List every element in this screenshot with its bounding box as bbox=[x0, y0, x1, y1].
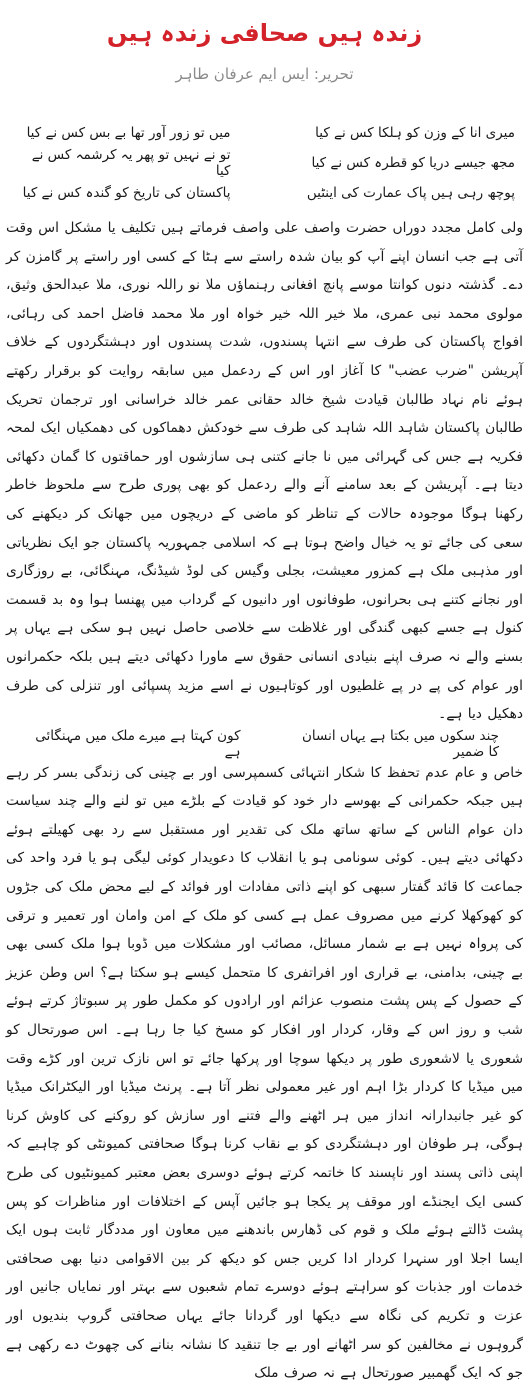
poem-line-second: میں تو زور آور تھا بے بس کس نے کیا bbox=[26, 125, 231, 141]
opening-poem bbox=[6, 118, 523, 208]
poem-line-first: میری انا کے وزن کو ہلکا کس نے کیا bbox=[315, 125, 515, 141]
couplet-line-first: چند سکوں میں بکتا ہے یہاں انسان کا ضمیر bbox=[302, 727, 499, 760]
poem-line-first: پوچھ رہی ہیں پاک عمارت کی اینٹیں bbox=[306, 185, 515, 201]
poem-verse bbox=[6, 118, 523, 148]
article-paragraph-1: ولی کامل مجدد دوراں حضرت واصف علی واصف فرماتے ہیں تکلیف یا مشکل اس وقت آتی ہے جب انسان اپنے آپ کو بیان شدہ راستے سے ہٹا کے کسی اور راستے پر گامزن کر دے۔ گذشتہ دنوں کوانتا موسے پانچ افغانی رہنماؤں ملا نو راللہ نوری، ملا عبدالحق وثیق، مولوی محمد نبی عمری، ملا خیر اللہ خیر خواہ اور ملا محمد فاضل احمد کی رہائی، افواج پاکستان کی طرف سے انتہا پسندوں، شدت پسندوں اور دہشتگردوں کے خلاف آپریشن "ضرب عضب" کا آغاز اور اس کے ردعمل میں سابقہ روایت کو برقرار رکھتے ہوئے نام نہاد طالبان قیادت شیخ خالد حقانی عمر خالد خراسانی اور ترجمان تحریک طالبان پاکستان شاہد اللہ شاہد کی طرف سے خودکش دھماکوں کی دھمکیاں ایک لمحہ فکریہ ہے جس کی گہرائی میں نا جانے کتنی ہی سازشوں اور حماقتوں کا گمان دکھائی دیتا ہے۔ آپریشن کے بعد سامنے آنے والے ردعمل کو بھی پوری طرح سے ملحوظ خاطر رکھنا ہوگا موجودہ حالات کے تناظر کو ماضی کے دریچوں میں جھانک کر دیکھنے کی سعی کی جائے تو یہ خیال واضح ہوتا ہے کہ اسلامی جمہوریہ پاکستان جو ایک نظریاتی اور مذہبی ملک ہے کمزور معیشت، بجلی وگیس کی لوڈ شیڈنگ، مہنگائی، بے روزگاری اور نجانے کتنے ہی بحرانوں، طوفانوں اور دانیوں کے گرداب میں پھنسا ہوا وہ بد قسمت کنول ہے جسے کبھی گندگی اور غلاظت سے خلاصی حاصل نہیں ہو سکی ہے یہاں پر بسنے والے نہ صرف اپنے بنیادی انسانی حقوق سے ماورا دکھائی دیتے ہیں بلکہ حکمرانوں اور عوام کی پے در پے غلطیوں اور کوتاہیوں نے اسے مزید پسپائی اور تنزلی کی طرف دھکیل دیا ہے۔ bbox=[6, 220, 523, 723]
poem-verse bbox=[6, 178, 523, 208]
article-byline: تحریر: ایس ایم عرفان طاہر bbox=[175, 65, 354, 83]
poem-verse bbox=[6, 148, 523, 178]
couplet-line-second: کون کہتا ہے میرے ملک میں مہنگائی ہے bbox=[35, 727, 241, 760]
middle-couplet bbox=[6, 729, 523, 759]
poem-line-first: مجھ جیسے دریا کو قطرہ کس نے کیا bbox=[311, 155, 515, 171]
article-paragraph-2: خاص و عام عدم تحفظ کا شکار انتہائی کسمپرسی اور بے چینی کی زندگی بسر کر رہے ہیں جبکہ حکمرانی کے بھوسے دار خود کو قیادت کے بلڑے میں تو لنے والے چند سیاست دان عوام الناس کے ساتھ ساتھ ملک کی تقدیر اور مستقبل سے رد بھی کھیلتے ہوئے دکھائی دیتے ہیں۔ کوئی سونامی ہو یا انقلاب کا دعویدار کوئی لیگی ہو یا فرد واحد کی جماعت کا قائد گفتار سبھی کو اپنے ذاتی مفادات اور فوائد کے لیے محض ملک کی جڑوں کو کھوکھلا کرنے میں مصروف عمل ہے کسی کو ملک کے امن وامان اور تعمیر و ترقی کی پرواہ نہیں ہے بے شمار مسائل، مصائب اور مشکلات میں ڈوبا ہوا ملک کسی بھی بے چینی، بدامنی، بے قراری اور افراتفری کا متحمل کیسے ہو سکتا ہے؟ اس وطن عزیز کے حصول کے پس پشت منصوب عزائم اور ارادوں کو مکمل طور پر سبوتاژ کرتے ہوئے شب و روز اس کے وقار، کردار اور افکار کو مسخ کیا جا رہا ہے۔ اس صورتحال کو شعوری یا لاشعوری طور پر دیکھا سوچا اور پرکھا جائے تو اس نازک ترین اور کڑے وقت میں میڈیا کا کردار بڑا اہم اور غیر معمولی نظر آتا ہے۔ پرنٹ میڈیا اور الیکٹرانک میڈیا کو غیر جانبدارانہ انداز میں ہر اٹھنے والے فتنے اور سازش کو روکنے کی کاوش کرنا ہوگی، ہر طوفان اور دہشتگردی کو بے نقاب کرنا ہوگا صحافتی کمیونٹی کو چاہیے کہ اپنی ذاتی پسند اور ناپسند کا خاتمہ کرتے ہوئے دوسری بعض معتبر کمیونٹیوں کی طرح کسی ایک ایجنڈے اور موقف پر یکجا ہو جائیں آپس کے اختلافات اور مناظرات کو پس پشت ڈالتے ہوئے ملک و قوم کی ڈھارس باندھنے میں معاون اور مددگار ثابت ہوں ایک ایسا اجلا اور سنہرا کردار ادا کریں جس کو دیکھ کر بین الاقوامی دنیا بھی صحافتی خدمات اور جذبات کو سراہتے ہوئے دوسرے تمام شعبوں سے بہتر اور نمایاں جانیں اور عزت و تکریم کی نگاہ سے دیکھا اور گردانا جائے یہاں صحافتی گروپ بندیوں اور گروہوں نے مخالفین کو سر اٹھانے اور بے جا تنقید کا نشانہ بنانے کی چھوٹ دے رکھی ہے جو کہ ایک گھمبیر صورتحال ہے نہ صرف ملک bbox=[6, 764, 523, 1382]
poem-line-second: تو نے نہیں تو پھر یہ کرشمہ کس نے کیا bbox=[31, 147, 231, 179]
article-title: زندہ ہیں صحافی زندہ ہیں bbox=[106, 19, 423, 47]
poem-line-second: پاکستان کی تاریخ کو گندہ کس نے کیا bbox=[22, 185, 231, 201]
